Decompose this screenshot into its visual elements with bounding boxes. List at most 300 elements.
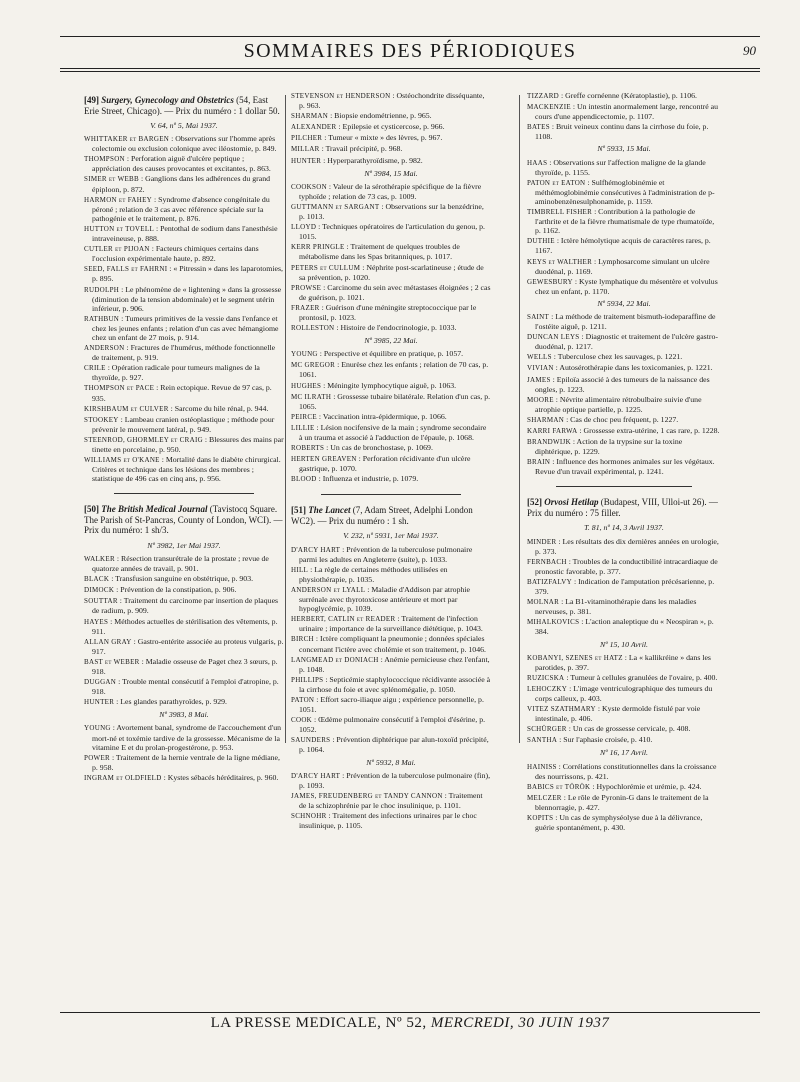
article-title: : Corrélations constitutionnelles dans la croissance des nourrissons, p. 421.: [535, 761, 717, 781]
article-entry: [291, 412, 491, 422]
header-rule-bottom: [60, 68, 760, 69]
article-entry: [291, 122, 491, 132]
article-title: : Ictère hémolytique acquis de caractères rares, p. 1167.: [535, 236, 711, 256]
article-authors: KEYS et WALTHER: [527, 257, 593, 266]
article-authors: ROBERTS: [291, 444, 325, 453]
article-authors: SOUTTAR: [84, 597, 118, 606]
article-title: : Biopsie endométrienne, p. 965.: [330, 111, 432, 121]
article-entry: [291, 474, 491, 484]
article-authors: WALKER: [84, 554, 115, 563]
journal-details: (54, East Erie Street, Chicago). — Prix du numéro : 1 dollar 50.: [84, 95, 280, 116]
journal-number: [49]: [84, 95, 99, 105]
article-title: : Autosérothérapie dans les toxicomanies, p. 1221.: [555, 363, 713, 373]
article-authors: MOLNAR: [527, 598, 560, 607]
article-authors: PATON: [291, 695, 315, 704]
article-authors: HAINISS: [527, 762, 557, 771]
article-entry: [527, 813, 721, 832]
article-title: : Tumeurs primitives de la vessie dans l'enfance et chez les jeunes enfants ; relation d'un cas avec hémangiome chez un enfant de 27 mois, p. 914.: [92, 313, 279, 342]
article-entry: [291, 133, 491, 143]
article-entry: [527, 352, 721, 362]
article-entry: [84, 314, 284, 342]
article-title: : Facteurs chimiques certains dans l'occlusion expérimentale haute, p. 892.: [92, 244, 259, 264]
article-entry: [527, 395, 721, 414]
article-title: : Un cas de symphyséolyse due à la délivrance, guérie spontanément, p. 430.: [535, 813, 703, 833]
article-authors: MILLAR: [291, 145, 320, 154]
article-authors: KIRSHBAUM et CULVER: [84, 404, 169, 413]
issue-heading: Nº 16, 17 Avril.: [600, 748, 648, 758]
article-authors: RATHBUN: [84, 314, 120, 323]
article-authors: KARRI FARWA: [527, 427, 578, 435]
journal-title: The Lancet: [308, 505, 351, 516]
article-title: : Contribution à la pathologie de l'arthrite et de la fièvre rhumatismale de type rhumatoïde, p. 1162.: [535, 207, 715, 236]
article-title: : Traitement de la hernie ventrale de la ligne médiane, p. 958.: [92, 752, 280, 772]
article-title: : Maladie osseuse de Paget chez 3 sœurs, p. 918.: [92, 656, 278, 676]
article-authors: INGRAM et OLDFIELD: [84, 773, 162, 782]
article-authors: FRAZER: [291, 303, 320, 312]
article-entry: [527, 457, 721, 476]
article-authors: TIMBRELL FISHER: [527, 208, 593, 217]
article-title: : Observations sur la benzédrine, p. 1013.: [299, 201, 484, 222]
article-entry: [527, 277, 721, 296]
article-title: : Tumeur « mixte » des lèvres, p. 967.: [324, 133, 443, 143]
article-authors: SHARMAN: [527, 415, 565, 424]
article-entry: [527, 557, 721, 576]
article-title: : La « kallikréine » dans les parotides, p. 397.: [535, 652, 711, 672]
journal-title: Orvosi Hetilap: [544, 497, 599, 508]
article-authors: BAST et WEBER: [84, 657, 140, 666]
article-entry: [527, 724, 721, 734]
article-entry: [291, 614, 491, 633]
article-title: : Influenza et industrie, p. 1079.: [318, 474, 419, 484]
article-title: : Un intestin anormalement large, rencontré au cours d'une appendicectomie, p. 1107.: [535, 102, 719, 122]
article-title: : Avortement banal, syndrome de l'accouchement d'un mort-né et toxémie tardive de la grossesse. Mécanisme de la vitamine E et du prolan-progestérone, p. 953.: [92, 723, 282, 752]
article-title: : Greffe cornéenne (Kératoplastie), p. 1106.: [561, 91, 697, 100]
journal-details: (Tavistocq Square. The Parish of St-Pancras, County of London, WCI). — Prix du numéro: 1 sh/3.: [84, 504, 283, 536]
article-entry: [84, 174, 284, 193]
article-entry: [527, 597, 721, 616]
article-title: : Indication de l'amputation précésarienne, p. 379.: [535, 576, 715, 597]
issue-heading: Nº 3985, 22 Mai.: [364, 336, 418, 346]
issue-heading: V. 64, nº 5, Mai 1937.: [150, 121, 218, 130]
article-authors: BIRCH: [291, 635, 314, 644]
article-title: : Tuberculose chez les sauvages, p. 1221.: [553, 352, 683, 362]
article-entry: [84, 723, 284, 751]
article-entry: [84, 404, 284, 414]
article-authors: KERR PRINGLE: [291, 243, 345, 252]
article-authors: SIMER et WEBB: [84, 175, 139, 184]
article-entry: [527, 332, 721, 351]
article-entry: [84, 195, 284, 223]
article-authors: BRAIN: [527, 458, 551, 467]
article-authors: GEWESBURY: [527, 277, 573, 286]
article-title: : Travail précipité, p. 968.: [321, 144, 403, 154]
article-authors: COOK: [291, 716, 313, 725]
article-title: : Le phénomène de « lightening » dans la grossesse (diminution de la tension abdominale) et le segment utérin inférieur, p. 906.: [92, 284, 282, 313]
article-title: : Diagnostic et traitement de l'ulcère gastro-duodénal, p. 1217.: [535, 332, 718, 352]
article-entry: [291, 263, 491, 282]
article-authors: PHILLIPS: [291, 675, 324, 684]
article-title: : Prévention de la tuberculose pulmonaire parmi les adultes en Angleterre (suite), p. 1033.: [299, 544, 473, 564]
article-title: : Œdème pulmonaire consécutif à l'emploi d'ésérine, p. 1052.: [299, 715, 486, 735]
journal-number: [51]: [291, 505, 306, 516]
article-entry: [84, 134, 284, 153]
article-entry: [291, 392, 491, 411]
issue-heading: Nº 3983, 8 Mai.: [159, 710, 209, 720]
article-title: : L'image ventriculographique des tumeurs du corps calleux, p. 403.: [535, 683, 713, 703]
journal-number: [52]: [527, 497, 542, 508]
article-title: : Vaccination intra-épidermique, p. 1066.: [318, 411, 447, 421]
article-entry: [291, 735, 491, 754]
article-title: : Perforation aiguë d'ulcère peptique ; appréciation des causes provocantes et excitantes, p. 863.: [92, 154, 271, 174]
article-entry: [291, 675, 491, 694]
article-entry: [84, 343, 284, 362]
article-authors: JAMES: [527, 375, 551, 384]
header-rule-top: [60, 36, 760, 37]
article-entry: [527, 91, 721, 101]
article-title: : Un cas de grossesse cervicale, p. 408.: [568, 724, 691, 734]
article-authors: HARMON et FAHEY: [84, 195, 153, 204]
article-authors: SCHÜRGER: [527, 725, 567, 734]
article-title: : Trouble mental consécutif à l'emploi d'atropine, p. 918.: [92, 677, 279, 697]
article-title: : La règle de certaines méthodes utilisées en physiothérapie, p. 1035.: [299, 564, 448, 584]
article-entry: [84, 264, 284, 283]
article-authors: SEED, FALLS et FAHRNI: [84, 265, 168, 274]
article-title: : Kystes sébacés héréditaires, p. 960.: [163, 772, 279, 782]
article-title: : Guérison d'une méningite streptococcique par le prontosil, p. 1023.: [299, 302, 477, 322]
article-authors: DIMOCK: [84, 586, 115, 595]
article-entry: [84, 435, 284, 454]
article-entry: [527, 257, 721, 276]
article-title: : Observations sur l'affection maligne de la glande thyroïde, p. 1155.: [535, 157, 706, 177]
article-title: : Action de la trypsine sur la toxine diphtérique, p. 1229.: [535, 437, 683, 457]
article-title: : Observations sur l'homme après colectomie ou exclusion colonique avec iléostomie, p. 849.: [92, 134, 277, 154]
journal-details: (Budapest, VIII, Ulloi-ut 26). — Prix du numéro : 75 filler.: [527, 497, 718, 518]
footer-text: [60, 1015, 760, 1032]
article-authors: HAAS: [527, 158, 548, 167]
issue-heading: Nº 15, 10 Avril.: [600, 639, 648, 649]
article-entry: [527, 312, 721, 331]
article-title: : Les glandes parathyroïdes, p. 929.: [116, 697, 228, 707]
article-title: : Cas de choc peu fréquent, p. 1227.: [566, 414, 679, 424]
article-title: : Kyste dermoïde fistulé par voie intestinale, p. 406.: [535, 704, 701, 724]
article-title: : Sulfhémoglobinémie et méthémoglobinémie consécutives à l'administration de p-aminobenzènesulphonamide, p. 1159.: [535, 177, 715, 206]
header-rule-bottom-2: [60, 71, 760, 72]
article-authors: WHITTAKER et BARGEN: [84, 135, 170, 144]
article-entry: [84, 677, 284, 696]
article-title: : Traitement du carcinome par insertion de plaques de radium, p. 909.: [92, 596, 279, 616]
issue-heading: Nº 5934, 22 Mai.: [597, 298, 651, 308]
article-authors: D'ARCY HART: [291, 545, 341, 554]
journal-title: Surgery, Gynecology and Obstetrics: [101, 95, 234, 105]
article-authors: PEIRCE: [291, 412, 317, 421]
article-title: : Gastro-entérite associée au proteus vulgaris, p. 917.: [92, 636, 284, 656]
article-authors: YOUNG: [84, 724, 111, 733]
article-authors: STEENROD, GHORMLEY et CRAIG: [84, 435, 203, 444]
article-authors: TIZZARD: [527, 92, 560, 100]
article-title: : Pentothal de sodium dans l'anesthésie intraveineuse, p. 888.: [92, 223, 278, 244]
article-authors: POWER: [84, 753, 110, 762]
article-entry: [291, 303, 491, 322]
article-authors: YOUNG: [291, 350, 318, 359]
article-entry: [84, 753, 284, 772]
article-entry: [527, 236, 721, 255]
article-entry: [291, 381, 491, 391]
article-entry: [291, 655, 491, 674]
issue-heading: Nº 5933, 15 Mai.: [597, 144, 651, 154]
article-entry: [527, 653, 721, 672]
article-authors: LANGMEAD et DONIACH: [291, 655, 379, 664]
article-authors: SANTHA: [527, 736, 558, 745]
article-authors: BRANDWIJK: [527, 438, 571, 447]
article-title: : Transfusion sanguine en obstétrique, p. 903.: [111, 574, 254, 584]
article-authors: LEHOCZKY: [527, 684, 568, 693]
article-authors: BATIZFALVY: [527, 577, 573, 586]
article-entry: [291, 454, 491, 473]
article-entry: [84, 285, 284, 313]
article-authors: PILCHER: [291, 134, 323, 143]
article-authors: WELLS: [527, 353, 552, 362]
article-entry: [291, 182, 491, 201]
page-number: 90: [743, 43, 756, 58]
article-authors: HUNTER: [84, 698, 115, 707]
article-authors: D'ARCY HART: [291, 771, 341, 780]
article-title: : Perforation récidivante d'un ulcère gastrique, p. 1070.: [299, 454, 471, 474]
article-title: : Le rôle de Pyronin-G dans le traitement de la blennorragie, p. 427.: [535, 792, 709, 812]
article-authors: SAUNDERS: [291, 736, 331, 745]
article-title: : Prévention de la tuberculose pulmonaire (fin), p. 1093.: [299, 770, 491, 790]
article-title: : Maladie d'Addison par atrophie surrénale avec thyrotoxicose antérieure et mort par hypoglycémie, p. 1039.: [299, 584, 470, 614]
article-authors: ANDERSON: [84, 344, 125, 353]
article-entry: [291, 791, 491, 810]
section-separator: [321, 494, 461, 495]
article-entry: [527, 673, 721, 683]
article-authors: BLACK: [84, 575, 110, 584]
article-entry: [527, 793, 721, 812]
article-entry: [527, 102, 721, 121]
article-title: : Prévention diphtérique par alun-toxoïd précipité, p. 1064.: [299, 735, 489, 755]
article-authors: SCHNOHR: [291, 812, 327, 820]
article-entry: [527, 762, 721, 781]
article-entry: [527, 122, 721, 141]
article-entry: [291, 111, 491, 121]
article-title: : Epilepsie et cysticercose, p. 966.: [338, 122, 445, 132]
column-1: [84, 91, 284, 784]
article-title: : Troubles de la conductibilité intracardiaque de pronostic favorable, p. 377.: [535, 556, 718, 576]
footer-journal: LA PRESSE MEDICALE, Nº 52,: [210, 1015, 427, 1031]
article-authors: PROWSE: [291, 283, 322, 292]
journal-heading: [291, 505, 491, 526]
article-title: : Histoire de l'endocrinologie, p. 1033.: [336, 323, 457, 333]
article-authors: MIHALKOVICS: [527, 618, 580, 627]
article-title: : Carcinome du sein avec métastases éloignées ; 2 cas de guérison, p. 1021.: [299, 282, 491, 302]
article-entry: [527, 178, 721, 206]
article-authors: HUGHES: [291, 381, 322, 390]
article-title: : Un cas de bronchostase, p. 1069.: [326, 443, 433, 453]
article-entry: [291, 695, 491, 714]
article-title: : Grossesse extra-utérine, 1 cas rare, p. 1228.: [579, 426, 720, 435]
article-title: : La B1-vitaminothérapie dans les maladies nerveuses, p. 381.: [535, 597, 697, 617]
article-authors: MINDER: [527, 537, 557, 546]
article-title: : Blessures des mains par tinette en porcelaine, p. 950.: [92, 434, 284, 454]
article-title: : Kyste lymphatique du mésentère et volvulus chez un enfant, p. 1170.: [535, 276, 718, 296]
section-separator: [556, 486, 692, 487]
article-authors: WILLIAMS et O'KANE: [84, 456, 160, 465]
page-footer: [60, 1012, 760, 1042]
article-entry: [84, 363, 284, 382]
article-title: : Hypochlorémie et urémie, p. 424.: [592, 781, 702, 791]
article-entry: [291, 443, 491, 453]
article-title: : Enurèse chez les enfants ; relation de 70 cas, p. 1061.: [299, 360, 489, 380]
article-title: : Sur l'aphasie croisée, p. 410.: [559, 735, 653, 745]
article-entry: [84, 617, 284, 636]
article-authors: ANDERSON et LYALL: [291, 585, 366, 594]
article-entry: [291, 360, 491, 379]
article-entry: [527, 363, 721, 373]
article-title: : Résection transurétrale de la prostate ; revue de quatorze années de travail, p. 901.: [92, 553, 269, 574]
article-authors: GUTTMANN et SARGANT: [291, 202, 380, 211]
article-title: : Techniques opératoires de l'articulation du genou, p. 1015.: [299, 222, 485, 242]
journal-heading: [84, 95, 284, 116]
journal-number: [50]: [84, 504, 99, 515]
column-2: [291, 91, 491, 831]
article-title: : Sarcome du hile rénal, p. 944.: [170, 403, 269, 413]
article-entry: [84, 455, 284, 483]
article-title: : Tumeur à cellules granulées de l'ovaire, p. 400.: [566, 672, 718, 682]
article-title: : Névrite alimentaire rétrobulbaire suivie d'une atrophie optique partielle, p. 1225.: [535, 394, 702, 414]
article-entry: [291, 634, 491, 653]
article-authors: SAINT: [527, 312, 550, 321]
article-title: : Lésion nocifensive de la main ; syndrome secondaire à un trauma et associé à l'adduction de l'épaule, p. 1068.: [299, 422, 487, 442]
article-entry: [84, 657, 284, 676]
article-entry: [84, 554, 284, 573]
article-authors: STOOKEY: [84, 415, 119, 424]
article-entry: [291, 156, 491, 166]
article-entry: [291, 144, 491, 154]
article-title: : Les résultats des dix dernières années en urologie, p. 373.: [535, 536, 719, 556]
article-authors: ROLLESTON: [291, 324, 335, 333]
article-authors: ALLAN GRAY: [84, 637, 132, 646]
article-entry: [527, 617, 721, 636]
article-authors: MC GREGOR: [291, 361, 336, 370]
article-authors: MC ILRATH: [291, 392, 332, 401]
article-entry: [291, 202, 491, 221]
article-authors: ALEXANDER: [291, 123, 337, 132]
article-title: : Traitement des infections urinaires par le choc insulinique, p. 1105.: [299, 811, 477, 831]
article-entry: [291, 585, 491, 613]
article-title: : Méningite lymphocytique aiguë, p. 1063.: [323, 380, 457, 390]
article-entry: [527, 704, 721, 723]
issue-heading: Nº 3982, 1er Mai 1937.: [147, 540, 221, 550]
article-authors: HILL: [291, 565, 309, 574]
journal-details: (7, Adam Street, Adelphi London WC2). — Prix du numéro : 1 sh.: [291, 505, 473, 526]
article-title: : Grossesse tubaire bilatérale. Relation d'un cas, p. 1065.: [299, 391, 491, 411]
article-title: : Valeur de la sérothérapie spécifique de la fièvre typhoïde ; relation de 73 cas, p. 1009.: [299, 181, 482, 201]
article-entry: [527, 426, 721, 436]
article-authors: DUNCAN LEYS: [527, 333, 580, 342]
article-authors: DUGGAN: [84, 678, 117, 687]
article-title: : Ganglions dans les adhérences du grand épiploon, p. 872.: [92, 174, 270, 194]
article-entry: [84, 415, 284, 434]
article-entry: [84, 585, 284, 595]
article-entry: [291, 242, 491, 261]
article-entry: [527, 207, 721, 235]
article-entry: [291, 771, 491, 790]
article-title: : Ostéochondrite disséquante, p. 963.: [299, 91, 485, 111]
article-title: : Mortalité dans le diabète chirurgical. Critères et technique dans les lésions des membres ; statistique de 496 cas en cinq ans, p. 956.: [92, 455, 281, 484]
article-entry: [527, 782, 721, 792]
article-entry: [84, 154, 284, 173]
journal-title: The British Medical Journal: [101, 504, 208, 515]
article-title: : Néphrite post-scarlatineuse ; étude de sa prévention, p. 1020.: [299, 262, 484, 282]
article-entry: [291, 222, 491, 241]
article-title: : Opération radicale pour tumeurs malignes de la thyroïde, p. 927.: [92, 363, 260, 383]
article-authors: THOMPSON et PACE: [84, 384, 155, 393]
article-entry: [84, 224, 284, 243]
article-authors: RUDOLPH: [84, 285, 120, 294]
article-title: : Prévention de la constipation, p. 906.: [116, 585, 237, 595]
article-title: : Traitement de la schizophrénie par le choc insulinique, p. 1101.: [299, 790, 483, 810]
article-entry: [84, 773, 284, 783]
journal-heading: [527, 497, 721, 518]
article-entry: [527, 577, 721, 596]
article-authors: SHARMAN: [291, 112, 329, 121]
article-entry: [84, 383, 284, 402]
article-title: : L'action analeptique du « Neospiran », p. 384.: [535, 617, 714, 637]
article-authors: HUNTER: [291, 156, 322, 165]
article-authors: FERNBACH: [527, 557, 567, 566]
article-entry: [291, 323, 491, 333]
page-title: SOMMAIRES DES PÉRIODIQUES: [243, 40, 577, 62]
article-authors: HAYES: [84, 617, 109, 626]
article-authors: BLOOD: [291, 475, 317, 484]
article-authors: JAMES, FREUDENBERG et TANDY CANNON: [291, 791, 443, 800]
article-authors: RUZICSKA: [527, 673, 565, 682]
article-title: : Traitement de quelques troubles de métabolisme dans les Spas britanniques, p. 1017.: [299, 242, 460, 262]
column-3: [527, 91, 721, 833]
article-authors: CUTLER et PIJOAN: [84, 245, 150, 254]
footer-rule: [60, 1012, 760, 1013]
footer-date: MERCREDI, 30 JUIN 1937: [430, 1015, 610, 1031]
article-title: : Hyperparathyroïdisme, p. 982.: [323, 155, 423, 165]
article-entry: [527, 537, 721, 556]
issue-heading: Nº 5932, 8 Mai.: [366, 757, 416, 767]
article-title: : Anémie pernicieuse chez l'enfant, p. 1048.: [299, 654, 490, 674]
article-entry: [527, 158, 721, 177]
article-authors: VIVIAN: [527, 364, 554, 373]
article-authors: LLOYD: [291, 223, 317, 232]
article-authors: BABICS et TÖRÖK: [527, 782, 591, 791]
article-authors: DUTHIE: [527, 237, 555, 246]
article-authors: HERBERT, CATLIN et READER: [291, 615, 396, 624]
article-authors: KOPITS: [527, 814, 554, 822]
article-entry: [84, 596, 284, 615]
article-entry: [84, 244, 284, 263]
article-title: : Lambeau cranien ostéoplastique ; méthode pour prévenir le mouvement latéral, p. 949.: [92, 414, 275, 434]
article-title: : Traitement de l'infection urinaire ; importance de la surveillance diététique, p. 1043.: [299, 614, 483, 634]
article-authors: LILLIE: [291, 423, 315, 432]
article-authors: HUTTON et TOVELL: [84, 224, 155, 233]
article-title: : Lymphosarcome simulant un ulcère duodénal, p. 1169.: [535, 256, 710, 276]
article-entry: [84, 574, 284, 584]
article-title: : Fractures de l'humérus, méthode fonctionnelle de traitement, p. 919.: [92, 343, 276, 363]
article-entry: [527, 375, 721, 394]
section-separator: [114, 493, 254, 494]
article-entry: [291, 565, 491, 584]
article-entry: [527, 415, 721, 425]
page-header: [60, 36, 760, 76]
article-authors: HERTEN GREAVEN: [291, 455, 357, 464]
article-authors: THOMPSON: [84, 155, 125, 164]
